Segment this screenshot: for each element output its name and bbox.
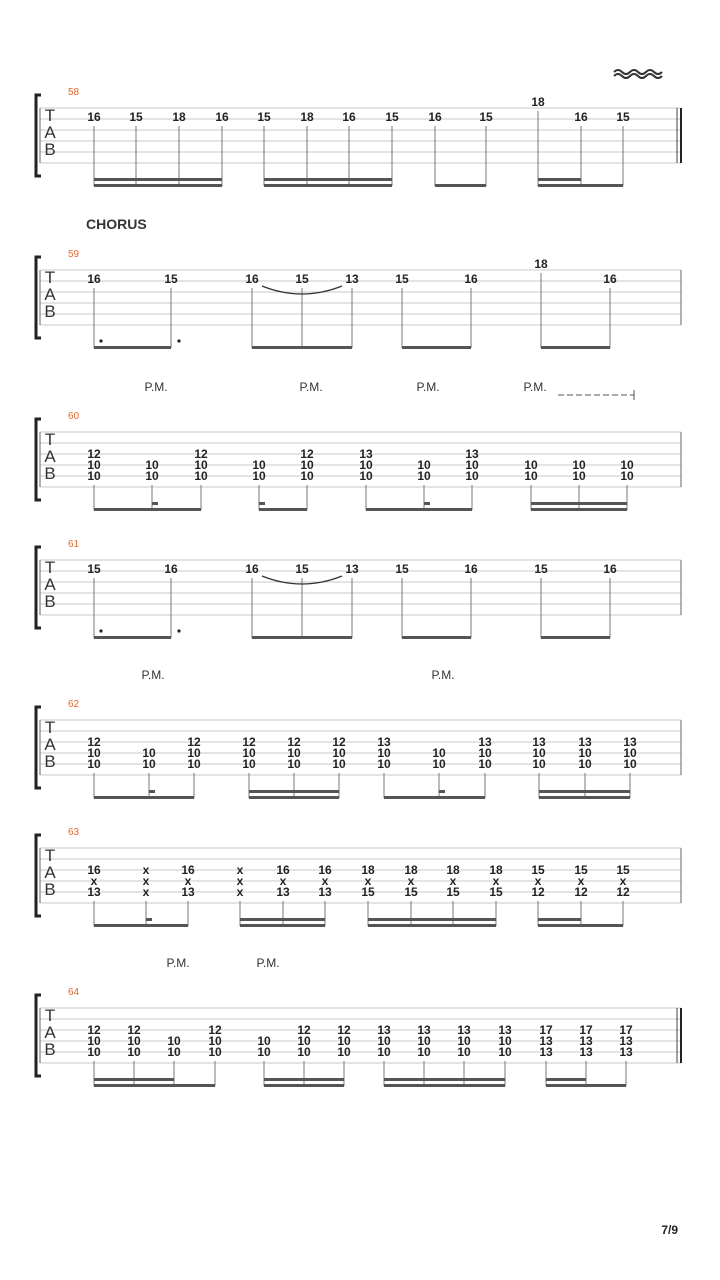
fret-number: 10 (145, 469, 159, 483)
fret-number: 10 (524, 469, 538, 483)
fret-number: 10 (478, 757, 492, 771)
note-group (377, 735, 492, 799)
fret-number: 10 (417, 469, 431, 483)
fret-number: 13 (498, 1023, 512, 1037)
fret-number: 15 (295, 272, 309, 286)
fret-number: 10 (578, 746, 592, 760)
fret-number: 10 (417, 458, 431, 472)
fret-number: 10 (297, 1034, 311, 1048)
fret-number: 10 (87, 1034, 101, 1048)
fret-number: 15 (616, 863, 630, 877)
fret-number: x (577, 874, 585, 888)
beam (264, 184, 392, 187)
measure-number: 59 (68, 249, 80, 260)
fret-number: 10 (167, 1034, 181, 1048)
fret-number: 13 (318, 885, 332, 899)
fret-number: x (321, 874, 329, 888)
fret-number: 15 (574, 863, 588, 877)
note-group (87, 1023, 222, 1087)
fret-number: 10 (208, 1045, 222, 1059)
note-group (242, 735, 346, 799)
fret-number: 18 (404, 863, 418, 877)
note-group (257, 110, 399, 187)
note-group (395, 272, 478, 349)
fret-number: 10 (252, 458, 266, 472)
beam (531, 508, 627, 511)
dot (99, 339, 102, 342)
fret-number: 10 (620, 458, 634, 472)
beam (368, 924, 496, 927)
beam-secondary (531, 502, 627, 505)
beam (435, 184, 486, 187)
fret-number: 15 (531, 863, 545, 877)
fret-number: 18 (172, 110, 186, 124)
beam (94, 508, 201, 511)
fret-number: 10 (578, 757, 592, 771)
beam-secondary (384, 1078, 505, 1081)
fret-number: 12 (300, 447, 314, 461)
beam-secondary (546, 1078, 586, 1081)
beam-secondary (264, 1078, 344, 1081)
beam (384, 1084, 505, 1087)
fret-number: 13 (539, 1034, 553, 1048)
note-group (257, 1023, 351, 1087)
fret-number: 13 (87, 885, 101, 899)
note-group (532, 735, 637, 799)
tab-system (36, 249, 681, 349)
beam (546, 1084, 626, 1087)
dot (177, 339, 180, 342)
beam (259, 508, 307, 511)
fret-number: 12 (127, 1023, 141, 1037)
tab-clef-letter: T (44, 1006, 56, 1025)
beam-secondary (94, 1078, 174, 1081)
palm-mute-label: P.M. (144, 380, 168, 394)
fret-number: 12 (208, 1023, 222, 1037)
fret-number: 10 (287, 757, 301, 771)
beam-secondary (538, 178, 581, 181)
vibrato-marker (614, 70, 662, 78)
fret-number: 10 (457, 1045, 471, 1059)
fret-number: 13 (359, 447, 373, 461)
note-group (87, 272, 180, 349)
fret-number: x (407, 874, 415, 888)
fret-number: 10 (127, 1034, 141, 1048)
note-group (245, 272, 359, 349)
tab-clef-letter: A (44, 735, 56, 754)
fret-number: 15 (164, 272, 178, 286)
fret-number: 12 (87, 447, 101, 461)
fret-number: 15 (534, 562, 548, 576)
beam-secondary (368, 918, 496, 921)
fret-number: 13 (457, 1023, 471, 1037)
fret-number: 10 (252, 469, 266, 483)
note-group (87, 447, 208, 511)
fret-number: 15 (87, 562, 101, 576)
tab-clef-letter: A (44, 1023, 56, 1042)
fret-number: x (184, 874, 192, 888)
fret-number: 18 (489, 863, 503, 877)
palm-mute-label: P.M. (416, 380, 440, 394)
fret-number: 10 (127, 1045, 141, 1059)
fret-number: 12 (187, 735, 201, 749)
fret-number: 10 (87, 757, 101, 771)
note-group (539, 1023, 633, 1087)
fret-number: x (534, 874, 542, 888)
beam (94, 184, 222, 187)
fret-number: 10 (432, 746, 446, 760)
beam (541, 636, 610, 639)
tab-clef-letter: T (44, 106, 56, 125)
measure-number: 64 (68, 987, 80, 998)
dot (177, 629, 180, 632)
tab-clef-letter: B (44, 140, 56, 159)
fret-number: 10 (208, 1034, 222, 1048)
fret-number: 16 (87, 110, 101, 124)
fret-number: x (142, 863, 150, 877)
measure-number: 58 (68, 87, 80, 98)
beam (94, 924, 188, 927)
fret-number: 13 (579, 1045, 593, 1059)
beam (94, 636, 171, 639)
fret-number: 13 (619, 1034, 633, 1048)
note-group (377, 1023, 512, 1087)
palm-mute-label: P.M. (431, 668, 455, 682)
fret-number: 10 (572, 469, 586, 483)
fret-number: 10 (87, 458, 101, 472)
fret-number: x (492, 874, 500, 888)
tab-clef-letter: A (44, 863, 56, 882)
fret-number: 13 (579, 1034, 593, 1048)
tab-clef-letter: A (44, 447, 56, 466)
measure-number: 63 (68, 827, 80, 838)
tab-system (36, 87, 681, 187)
tab-clef-letter: B (44, 302, 56, 321)
beam-secondary (249, 790, 339, 793)
fret-number: 12 (531, 885, 545, 899)
fret-number: 12 (242, 735, 256, 749)
note-group (395, 562, 478, 639)
palm-mute-label: P.M. (299, 380, 323, 394)
measure-number: 62 (68, 699, 80, 710)
beam (539, 796, 630, 799)
fret-number: 10 (167, 1045, 181, 1059)
fret-number: 12 (87, 1023, 101, 1037)
fret-number: 10 (417, 1045, 431, 1059)
fret-number: 10 (377, 757, 391, 771)
palm-mute-label: P.M. (523, 380, 547, 394)
fret-number: 10 (194, 469, 208, 483)
fret-number: 15 (395, 272, 409, 286)
fret-number: x (142, 874, 150, 888)
fret-number: 16 (245, 272, 259, 286)
tab-clef-letter: B (44, 752, 56, 771)
tab-system (36, 668, 681, 799)
note-group (361, 863, 503, 927)
fret-number: 10 (465, 469, 479, 483)
fret-number: x (364, 874, 372, 888)
fret-number: 10 (377, 1045, 391, 1059)
tab-system (36, 539, 681, 639)
palm-mute-label: P.M. (166, 956, 190, 970)
fret-number: 10 (332, 757, 346, 771)
fret-number: 10 (532, 757, 546, 771)
tab-system (36, 380, 681, 511)
note-group (524, 458, 634, 511)
tab-clef-letter: T (44, 268, 56, 287)
fret-number: 12 (87, 735, 101, 749)
fret-number: 12 (287, 735, 301, 749)
beam (538, 924, 623, 927)
fret-number: 10 (142, 757, 156, 771)
beam (384, 796, 485, 799)
tab-systems (36, 87, 681, 1087)
fret-number: 12 (337, 1023, 351, 1037)
fret-number: 10 (377, 746, 391, 760)
tab-clef-letter: A (44, 575, 56, 594)
beam (240, 924, 325, 927)
fret-number: 10 (187, 746, 201, 760)
beam-secondary (264, 178, 392, 181)
fret-number: 16 (464, 272, 478, 286)
fret-number: 10 (87, 469, 101, 483)
beam-secondary (94, 178, 222, 181)
fret-number: 13 (532, 735, 546, 749)
fret-number: 10 (242, 746, 256, 760)
fret-number: 13 (276, 885, 290, 899)
fret-number: 13 (345, 562, 359, 576)
tab-system (36, 827, 681, 927)
fret-number: 16 (87, 863, 101, 877)
tab-system (36, 956, 681, 1087)
fret-number: 15 (395, 562, 409, 576)
fret-number: 15 (479, 110, 493, 124)
fret-number: 16 (464, 562, 478, 576)
fret-number: 15 (446, 885, 460, 899)
fret-number: 16 (428, 110, 442, 124)
fret-number: 15 (489, 885, 503, 899)
note-group (87, 735, 201, 799)
page-number: 7/9 (661, 1223, 678, 1237)
fret-number: 12 (332, 735, 346, 749)
beam-secondary (539, 790, 630, 793)
fret-number: 15 (295, 562, 309, 576)
fret-number: 13 (377, 735, 391, 749)
note-group (359, 447, 479, 511)
note-group (87, 110, 229, 187)
fret-number: 10 (417, 1034, 431, 1048)
note-group (252, 447, 314, 511)
beam (94, 796, 194, 799)
fret-number: 10 (498, 1045, 512, 1059)
fret-number: 10 (432, 757, 446, 771)
tab-clef-letter: T (44, 558, 56, 577)
fret-number: 10 (532, 746, 546, 760)
beam (94, 346, 171, 349)
fret-number: 16 (574, 110, 588, 124)
tab-clef-letter: B (44, 464, 56, 483)
fret-number: 10 (194, 458, 208, 472)
beam (538, 184, 623, 187)
fret-number: x (236, 874, 244, 888)
fret-number: 10 (359, 469, 373, 483)
fret-number: 15 (129, 110, 143, 124)
fret-number: 10 (623, 757, 637, 771)
fret-number: 13 (623, 735, 637, 749)
fret-number: 10 (87, 1045, 101, 1059)
fret-number: x (619, 874, 627, 888)
fret-number: 13 (619, 1045, 633, 1059)
tab-clef-letter: B (44, 880, 56, 899)
beam (94, 1084, 215, 1087)
note-group (87, 562, 180, 639)
palm-mute-label: P.M. (141, 668, 165, 682)
fret-number: 16 (342, 110, 356, 124)
fret-number: 10 (359, 458, 373, 472)
fret-number: 13 (539, 1045, 553, 1059)
beam (252, 346, 352, 349)
fret-number: 10 (242, 757, 256, 771)
tab-clef-letter: A (44, 285, 56, 304)
note-group (428, 110, 493, 187)
fret-number: 16 (245, 562, 259, 576)
fret-number: x (236, 885, 244, 899)
beam (252, 636, 352, 639)
fret-number: 15 (616, 110, 630, 124)
beam-secondary (538, 918, 581, 921)
fret-number: 18 (300, 110, 314, 124)
dot (99, 629, 102, 632)
fret-number: 10 (465, 458, 479, 472)
beam (541, 346, 610, 349)
fret-number: 15 (361, 885, 375, 899)
fret-number: 13 (465, 447, 479, 461)
fret-number: 10 (297, 1045, 311, 1059)
fret-number: 13 (478, 735, 492, 749)
fret-number: 10 (620, 469, 634, 483)
tab-clef-letter: A (44, 123, 56, 142)
fret-number: 12 (616, 885, 630, 899)
measure-number: 61 (68, 539, 80, 550)
fret-number: 12 (297, 1023, 311, 1037)
fret-number: 16 (164, 562, 178, 576)
fret-number: 10 (300, 469, 314, 483)
fret-number: 18 (531, 95, 545, 109)
fret-number: 10 (187, 757, 201, 771)
beam (249, 796, 339, 799)
beam-secondary (240, 918, 325, 921)
note-group (534, 562, 617, 639)
tab-clef-letter: T (44, 430, 56, 449)
fret-number: 18 (446, 863, 460, 877)
fret-number: 10 (572, 458, 586, 472)
fret-number: 10 (524, 458, 538, 472)
fret-number: 15 (385, 110, 399, 124)
fret-number: 18 (361, 863, 375, 877)
fret-number: 10 (257, 1034, 271, 1048)
beam (264, 1084, 344, 1087)
short-beam (259, 502, 265, 505)
fret-number: 18 (534, 257, 548, 271)
fret-number: 17 (619, 1023, 633, 1037)
fret-number: 12 (574, 885, 588, 899)
fret-number: 13 (181, 885, 195, 899)
palm-mute-label: P.M. (256, 956, 280, 970)
tab-clef-letter: T (44, 718, 56, 737)
note-group (237, 863, 332, 927)
tab-clef-letter: B (44, 1040, 56, 1059)
fret-number: 10 (377, 1034, 391, 1048)
beam (402, 346, 471, 349)
short-beam (152, 502, 158, 505)
fret-number: 16 (603, 562, 617, 576)
fret-number: 16 (181, 863, 195, 877)
fret-number: 10 (457, 1034, 471, 1048)
fret-number: 12 (194, 447, 208, 461)
fret-number: 10 (478, 746, 492, 760)
fret-number: 10 (623, 746, 637, 760)
fret-number: 10 (287, 746, 301, 760)
fret-number: 16 (87, 272, 101, 286)
fret-number: 10 (300, 458, 314, 472)
fret-number: 10 (337, 1045, 351, 1059)
fret-number: 16 (603, 272, 617, 286)
fret-number: x (142, 885, 150, 899)
note-group (87, 863, 195, 927)
fret-number: 10 (145, 458, 159, 472)
fret-number: x (236, 863, 244, 877)
fret-number: x (90, 874, 98, 888)
fret-number: 10 (142, 746, 156, 760)
fret-number: 17 (539, 1023, 553, 1037)
short-beam (424, 502, 430, 505)
tab-clef-letter: T (44, 846, 56, 865)
fret-number: 10 (87, 746, 101, 760)
fret-number: 13 (578, 735, 592, 749)
fret-number: 16 (215, 110, 229, 124)
short-beam (149, 790, 155, 793)
fret-number: 13 (345, 272, 359, 286)
section-label-chorus: CHORUS (86, 216, 147, 232)
beam (402, 636, 471, 639)
fret-number: 10 (498, 1034, 512, 1048)
fret-number: 13 (417, 1023, 431, 1037)
fret-number: 15 (404, 885, 418, 899)
fret-number: 10 (257, 1045, 271, 1059)
beam (366, 508, 472, 511)
fret-number: 16 (318, 863, 332, 877)
fret-number: 13 (377, 1023, 391, 1037)
fret-number: 16 (276, 863, 290, 877)
fret-number: x (279, 874, 287, 888)
fret-number: 10 (337, 1034, 351, 1048)
fret-number: 15 (257, 110, 271, 124)
fret-number: x (449, 874, 457, 888)
fret-number: 10 (332, 746, 346, 760)
short-beam (146, 918, 152, 921)
fret-number: 17 (579, 1023, 593, 1037)
measure-number: 60 (68, 411, 80, 422)
note-group (245, 562, 359, 639)
short-beam (439, 790, 445, 793)
note-group (531, 863, 630, 927)
tab-clef-letter: B (44, 592, 56, 611)
